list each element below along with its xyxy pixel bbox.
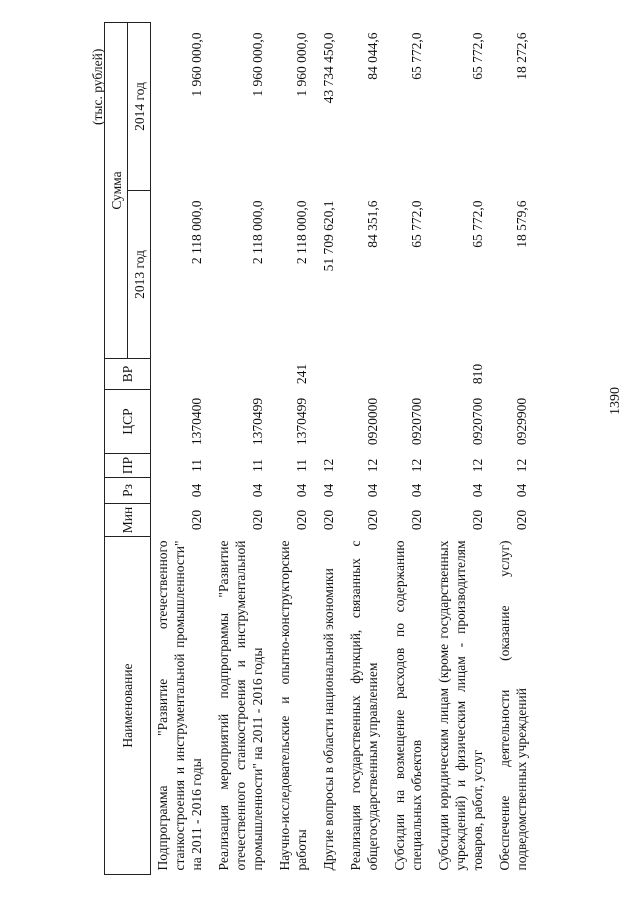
table-row: [273, 22, 317, 874]
row-csr: 0920000: [365, 397, 380, 446]
table-row: [432, 22, 493, 874]
row-2014: 84 044,6: [365, 32, 380, 80]
row-min: 020: [470, 509, 485, 531]
row-min: 020: [321, 509, 336, 531]
table-row: [317, 22, 344, 874]
row-min: 020: [365, 509, 380, 531]
row-vr: 810: [470, 363, 485, 385]
row-min: 020: [294, 509, 309, 531]
header-2014: 2014 год: [128, 22, 151, 190]
row-2013: 84 351,6: [365, 200, 380, 248]
row-rz: 04: [250, 483, 265, 498]
row-pr: 12: [470, 458, 485, 473]
row-2014: 65 772,0: [470, 32, 485, 80]
row-min: 020: [409, 509, 424, 531]
header-csr: ЦСР: [105, 390, 151, 454]
row-csr: 0920700: [409, 397, 424, 446]
header-name: Наименование: [105, 537, 151, 875]
row-2013: 2 118 000,0: [250, 200, 265, 265]
table-row: [388, 22, 432, 874]
row-pr: 12: [365, 458, 380, 473]
row-pr: 11: [189, 459, 204, 472]
row-rz: 04: [514, 483, 529, 498]
row-pr: 11: [294, 459, 309, 472]
row-vr: [493, 359, 537, 390]
row-pr: 12: [409, 458, 424, 473]
row-vr: [388, 359, 432, 390]
row-min: 020: [514, 509, 529, 531]
header-sum: Сумма: [105, 22, 128, 358]
row-name: Реализация государственных функций, связанных с общегосударственным управлением: [348, 540, 380, 871]
budget-table: [104, 22, 537, 875]
row-csr: 1370499: [294, 397, 309, 446]
row-rz: 04: [189, 483, 204, 498]
table-row: [493, 22, 537, 874]
row-name: Другие вопросы в области национальной экономики: [321, 568, 336, 871]
row-rz: 04: [409, 483, 424, 498]
row-2014: 18 272,6: [514, 32, 529, 80]
row-name: Субсидии юридическим лицам (кроме государственных учреждений) и физическим лицам - производителям товаров, работ, услуг: [436, 540, 485, 871]
page-number: 1390: [608, 387, 623, 415]
row-min: 020: [250, 509, 265, 531]
table-row: [212, 22, 273, 874]
row-rz: 04: [321, 483, 336, 498]
row-vr: [212, 359, 273, 390]
table-row: [344, 22, 388, 874]
row-pr: 11: [250, 459, 265, 472]
row-2014: 43 734 450,0: [321, 32, 336, 104]
row-2014: 1 960 000,0: [189, 32, 204, 97]
row-2013: 51 709 620,1: [321, 200, 336, 272]
row-pr: 12: [321, 458, 336, 473]
header-vr: ВР: [105, 359, 151, 390]
row-vr: [344, 359, 388, 390]
row-name: Научно-исследовательские и опытно-конструкторские работы: [277, 540, 309, 871]
row-min: 020: [189, 509, 204, 531]
row-pr: 12: [514, 458, 529, 473]
row-csr: 0920700: [470, 397, 485, 446]
header-pr: ПР: [105, 454, 151, 478]
row-2014: 65 772,0: [409, 32, 424, 80]
row-2013: 65 772,0: [409, 200, 424, 248]
row-rz: 04: [470, 483, 485, 498]
row-name: Субсидии на возмещение расходов по содержанию специальных объектов: [392, 540, 424, 871]
units-label: (тыс. рублей): [90, 48, 105, 125]
row-vr: 241: [294, 363, 309, 385]
header-2013: 2013 год: [128, 191, 151, 359]
row-csr: 0929900: [514, 397, 529, 446]
row-2013: 2 118 000,0: [294, 200, 309, 265]
row-2014: 1 960 000,0: [250, 32, 265, 97]
row-vr: [151, 359, 213, 390]
row-csr: 1370400: [189, 397, 204, 446]
row-name: Подпрограмма "Развитие отечественного станкостроения и инструментальной промышленности" на 2011 - 2016 годы: [155, 540, 204, 871]
row-name: Обеспечение деятельности (оказание услуг) подведомственных учреждений: [497, 540, 529, 871]
row-vr: [317, 359, 344, 390]
row-csr: 1370499: [250, 397, 265, 446]
row-2013: 18 579,6: [514, 200, 529, 248]
row-name: Реализация мероприятий подпрограммы "Развитие отечественного станкостроения и инструментальной промышленности" на 2011 - 2016 годы: [216, 540, 265, 871]
row-rz: 04: [294, 483, 309, 498]
row-2013: 65 772,0: [470, 200, 485, 248]
row-2014: 1 960 000,0: [294, 32, 309, 97]
row-csr: [317, 390, 344, 454]
row-2013: 2 118 000,0: [189, 200, 204, 265]
header-rz: Рз: [105, 478, 151, 504]
row-rz: 04: [365, 483, 380, 498]
header-min: Мин: [105, 504, 151, 537]
table-row: [151, 22, 213, 874]
